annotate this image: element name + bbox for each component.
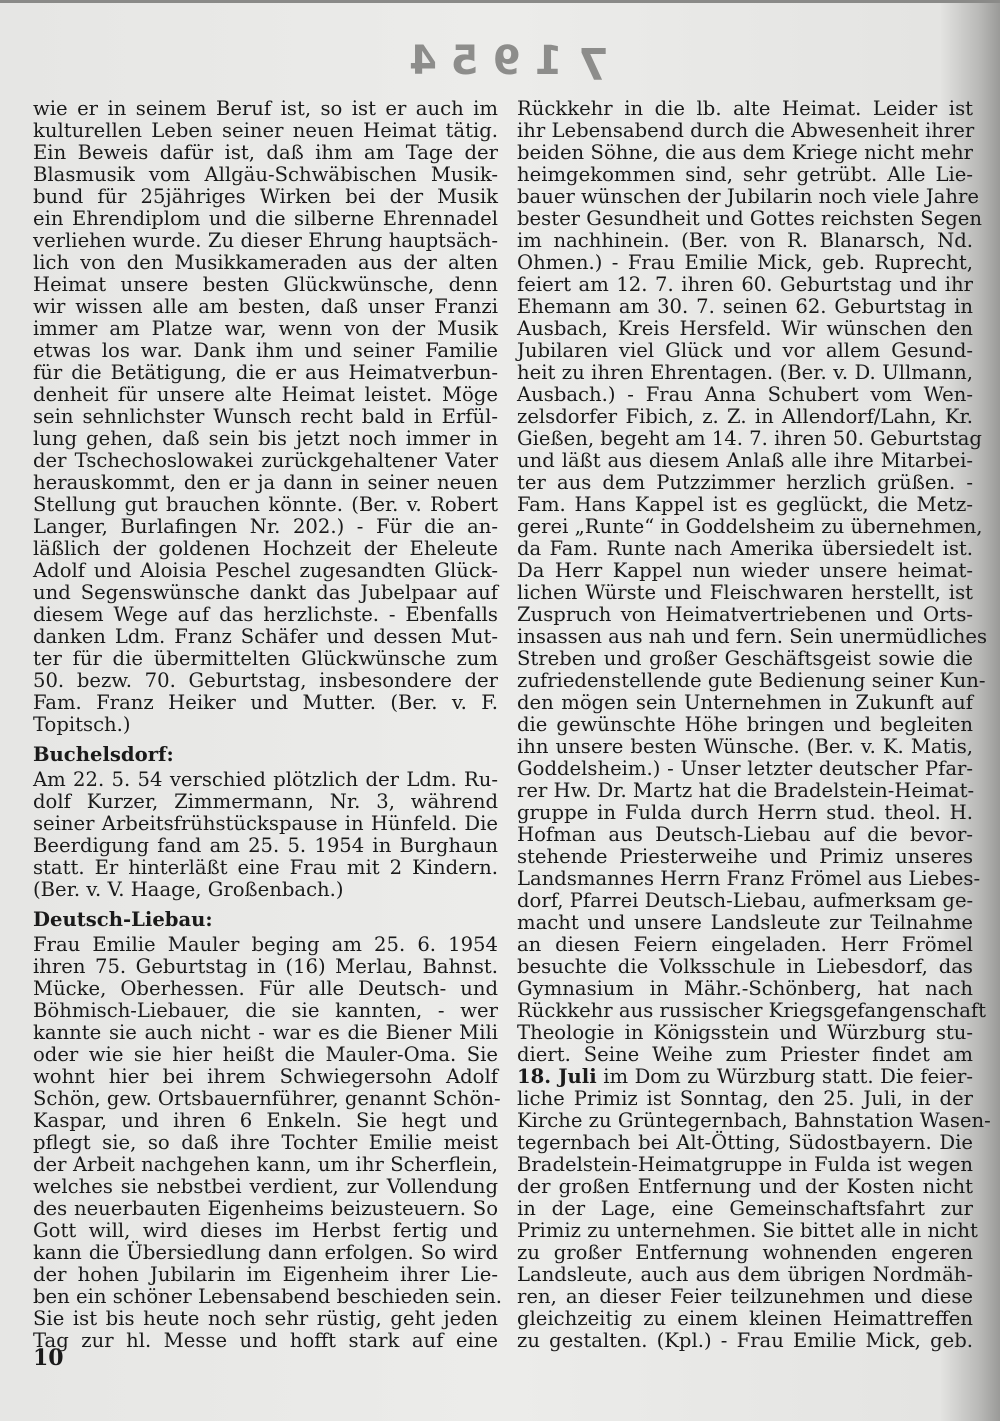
text-line: Am 22. 5. 54 verschied plötzlich der Ldm. Ru- bbox=[33, 768, 498, 791]
text-line: bund für 25jähriges Wirken bei der Musik bbox=[33, 185, 498, 208]
text-line: da Fam. Runte nach Amerika übersiedelt ist. bbox=[517, 537, 973, 560]
text-line: Topitsch.) bbox=[33, 713, 131, 736]
text-line: Sie ist bis heute noch sehr rüstig, geht jeden bbox=[33, 1307, 498, 1330]
text-line: Goddelsheim.) - Unser letzter deutscher Pfar- bbox=[517, 757, 973, 780]
text-line: herauskommt, den er ja dann in seiner neuen bbox=[33, 471, 498, 494]
text-line: lung gehen, daß sein bis jetzt noch immer in bbox=[33, 427, 498, 450]
text-line: liche Primiz ist Sonntag, den 25. Juli, in der bbox=[517, 1087, 973, 1110]
text-line: danken Ldm. Franz Schäfer und dessen Mut- bbox=[33, 625, 498, 648]
text-line: ren, an dieser Feier teilzunehmen und diese bbox=[517, 1285, 973, 1308]
text-line: Heimat unsere besten Glückwünsche, denn bbox=[33, 273, 498, 296]
text-line: zufriedenstellende gute Bedienung seiner Kun- bbox=[517, 669, 986, 692]
text-line: für die Betätigung, die er aus Heimatverbun- bbox=[33, 361, 498, 384]
text-line: Ein Beweis dafür ist, daß ihm am Tage der bbox=[33, 141, 498, 164]
text-line: Ehemann am 30. 7. seinen 62. Geburtstag in bbox=[517, 295, 973, 318]
text-line: und läßt aus diesem Anlaß alle ihre Mitarbei- bbox=[517, 449, 973, 472]
text-line: besuchte die Volksschule in Liebesdorf, das bbox=[517, 955, 973, 978]
scan-top-edge bbox=[0, 0, 1000, 3]
text-line: Da Herr Kappel nun wieder unsere heimat- bbox=[517, 559, 973, 582]
text-line: Rückkehr in die lb. alte Heimat. Leider ist bbox=[517, 97, 973, 120]
text-line: im nachhinein. (Ber. von R. Blanarsch, Nd. bbox=[517, 229, 973, 252]
text-line: Primiz zu unternehmen. Sie bittet alle in nicht bbox=[517, 1219, 978, 1242]
handwritten-year-stamp: 1954 bbox=[395, 38, 563, 84]
text-line: Ausbach, Kreis Hersfeld. Wir wünschen den bbox=[517, 317, 973, 340]
text-line: Mücke, Oberhessen. Für alle Deutsch- und bbox=[33, 977, 498, 1000]
text-line: Tag zur hl. Messe und hofft stark auf eine bbox=[33, 1329, 498, 1352]
text-line: feiert am 12. 7. ihren 60. Geburtstag und ihr bbox=[517, 273, 973, 296]
text-line: ihren 75. Geburtstag in (16) Merlau, Bahnst. bbox=[33, 955, 498, 978]
text-line: bester Gesundheit und Gottes reichsten Segen bbox=[517, 207, 982, 230]
text-line: gerei „Runte“ in Goddelsheim zu übernehmen, bbox=[517, 515, 983, 538]
text-line: Bradelstein-Heimatgruppe in Fulda ist wegen bbox=[517, 1153, 973, 1176]
text-line: lich von den Musikkameraden aus der alten bbox=[33, 251, 498, 274]
text-line: lichen Würste und Fleischwaren herstellt, ist bbox=[517, 581, 973, 604]
text-line: wohnt hier bei ihrem Schwiegersohn Adolf bbox=[33, 1065, 498, 1088]
text-line-with-bold-date bbox=[517, 1066, 973, 1088]
text-line: Blasmusik vom Allgäu-Schwäbischen Musik- bbox=[33, 163, 498, 186]
text-line: dolf Kurzer, Zimmermann, Nr. 3, während bbox=[33, 790, 498, 813]
text-line: etwas los war. Dank ihm und seiner Familie bbox=[33, 339, 498, 362]
text-line: in der Lage, eine Gemeinschaftsfahrt zur bbox=[517, 1197, 973, 1220]
text-line: Kaspar, und ihren 6 Enkeln. Sie hegt und bbox=[33, 1109, 498, 1132]
text-line: heit zu ihren Ehrentagen. (Ber. v. D. Ullmann, bbox=[517, 361, 973, 384]
text-line: Landsleute, auch aus dem übrigen Nordmäh- bbox=[517, 1263, 973, 1286]
text-line: ihn unsere besten Wünsche. (Ber. v. K. Matis, bbox=[517, 735, 973, 758]
text-line: der großen Entfernung und der Kosten nicht bbox=[517, 1175, 973, 1198]
text-line: der Arbeit nachgehen kann, um ihr Scherflein, bbox=[33, 1153, 498, 1176]
text-line: Kirche zu Grüntegernbach, Bahnstation Wasen- bbox=[517, 1109, 991, 1132]
text-line: ihr Lebensabend durch die Abwesenheit ihrer bbox=[517, 119, 975, 142]
handwritten-month-stamp: 7 bbox=[578, 40, 609, 91]
text-line: läßlich der goldenen Hochzeit der Eheleute bbox=[33, 537, 498, 560]
text-line: macht und unsere Landsleute zur Teilnahme bbox=[517, 911, 973, 934]
text-line: Zuspruch von Heimatvertriebenen und Orts- bbox=[517, 603, 973, 626]
text-line: Ausbach.) - Frau Anna Schubert vom Wen- bbox=[517, 383, 973, 406]
text-line: verliehen wurde. Zu dieser Ehrung hauptsäch- bbox=[33, 229, 498, 252]
paragraph-text bbox=[517, 1087, 991, 1352]
section-buchelsdorf bbox=[33, 744, 498, 901]
text-line: sein sehnlichster Wunsch recht bald in Erfül- bbox=[33, 405, 498, 428]
left-column bbox=[33, 97, 502, 1352]
text-line: pflegt sie, so daß ihre Tochter Emilie meist bbox=[33, 1131, 498, 1154]
text-line: bauer wünschen der Jubilarin noch viele Jahre bbox=[517, 185, 979, 208]
text-line: den mögen sein Unternehmen in Zukunft auf bbox=[517, 691, 973, 714]
text-line: beiden Söhne, die aus dem Kriege nicht mehr bbox=[517, 141, 973, 164]
text-line: rer Hw. Dr. Martz hat die Bradelstein-Heimat- bbox=[517, 779, 975, 802]
section-body bbox=[33, 769, 498, 901]
page-number: 10 bbox=[33, 1345, 64, 1371]
text-line: ter aus dem Putzzimmer herzlich grüßen. - bbox=[517, 471, 973, 494]
text-line: Fam. Franz Heiker und Mutter. (Ber. v. F. bbox=[33, 691, 498, 714]
section-heading: Deutsch-Liebau: bbox=[33, 908, 213, 931]
text-line: kann die Übersiedlung dann erfolgen. So wird bbox=[33, 1241, 498, 1264]
text-line: Gießen, begeht am 14. 7. ihren 50. Geburtstag bbox=[517, 427, 982, 450]
text-line: ben ein schöner Lebensabend beschieden sein. bbox=[33, 1285, 502, 1308]
text-line: kulturellen Leben seiner neuen Heimat tätig. bbox=[33, 119, 498, 142]
text-line: Adolf und Aloisia Peschel zugesandten Glück- bbox=[33, 559, 498, 582]
section-body bbox=[33, 933, 502, 1352]
text-line: an diesen Feiern eingeladen. Herr Frömel bbox=[517, 933, 973, 956]
text-line: ter für die übermittelten Glückwünsche zum bbox=[33, 647, 498, 670]
text-line: (Ber. v. V. Haage, Großenbach.) bbox=[33, 878, 344, 901]
text-line: tegernbach bei Alt-Ötting, Südostbayern. Die bbox=[517, 1131, 973, 1154]
text-line: denheit für unsere alte Heimat leistet. Möge bbox=[33, 383, 498, 406]
text-line: der Tschechoslowakei zurückgehaltener Vater bbox=[33, 449, 498, 472]
section-deutsch-liebau bbox=[33, 908, 502, 1352]
text-line: Rückkehr aus russischer Kriegsgefangenschaft bbox=[517, 999, 987, 1022]
text-line: diesem Wege auf das herzlichste. - Ebenfalls bbox=[33, 603, 498, 626]
text-line: und Segenswünsche dankt das Jubelpaar auf bbox=[33, 581, 498, 604]
text-line: wir wissen alle am besten, daß unser Franzi bbox=[33, 295, 498, 318]
text-line: Stellung gut brauchen könnte. (Ber. v. Robert bbox=[33, 493, 498, 516]
text-line: Beerdigung fand am 25. 5. 1954 in Burghaun bbox=[33, 834, 498, 857]
text-line: gruppe in Fulda durch Herrn stud. theol. H. bbox=[517, 801, 973, 824]
text-line: wie er in seinem Beruf ist, so ist er auch im bbox=[33, 97, 498, 120]
text-line: des neuerbauten Eigenheims beizusteuern. So bbox=[33, 1197, 498, 1220]
intro-paragraph bbox=[33, 98, 498, 736]
text-line: Ohmen.) - Frau Emilie Mick, geb. Ruprecht, bbox=[517, 251, 973, 274]
text-line: Gott will, wird dieses im Herbst fertig und bbox=[33, 1219, 498, 1242]
text-line: Frau Emilie Mauler beging am 25. 6. 1954 bbox=[33, 933, 498, 956]
text-line: heimgekommen sind, sehr getrübt. Alle Lie- bbox=[517, 163, 973, 186]
text-line: zu großer Entfernung wohnenden engeren bbox=[517, 1241, 973, 1264]
text-line: Fam. Hans Kappel ist es geglückt, die Metz- bbox=[517, 493, 973, 516]
text-line: dorf, Pfarrei Deutsch-Liebau, aufmerksam ge- bbox=[517, 889, 974, 912]
text-line: diert. Seine Weihe zum Priester findet am bbox=[517, 1043, 973, 1066]
text-line: welches sie nebstbei verdient, zur Vollendung bbox=[33, 1175, 498, 1198]
text-line: ein Ehrendiplom und die silberne Ehrennadel bbox=[33, 207, 498, 230]
paragraph-text bbox=[517, 97, 988, 1066]
text-line: Jubilaren viel Glück und vor allem Gesund- bbox=[517, 339, 973, 362]
text-line: stehende Priesterweihe und Primiz unseres bbox=[517, 845, 973, 868]
text-line: seiner Arbeitsfrühstückspause in Hünfeld. Die bbox=[33, 812, 498, 835]
text-line: Hofman aus Deutsch-Liebau auf die bevor- bbox=[517, 823, 973, 846]
text-line: der hohen Jubilarin im Eigenheim ihrer Lie- bbox=[33, 1263, 498, 1286]
text-line: zelsdorfer Fibich, z. Z. in Allendorf/Lahn, Kr. bbox=[517, 405, 973, 428]
text-line: gleichzeitig zu einem kleinen Heimattreffen bbox=[517, 1307, 973, 1330]
bold-date: 18. Juli bbox=[517, 1065, 597, 1088]
text-line: Theologie in Königsstein und Würzburg stu- bbox=[517, 1021, 973, 1044]
text-line: insassen aus nah und fern. Sein unermüdliches bbox=[517, 625, 988, 648]
text-line: kannte sie auch nicht - war es die Biener Mili bbox=[33, 1021, 498, 1044]
text-line: Gymnasium in Mähr.-Schönberg, hat nach bbox=[517, 977, 973, 1000]
section-heading: Buchelsdorf: bbox=[33, 743, 174, 766]
text-line: Böhmisch-Liebauer, die sie kannten, - wer bbox=[33, 999, 498, 1022]
text-line: immer am Platze war, wenn von der Musik bbox=[33, 317, 498, 340]
text-line: statt. Er hinterläßt eine Frau mit 2 Kindern. bbox=[33, 856, 498, 879]
text-line: die gewünschte Höhe bringen und begleiten bbox=[517, 713, 973, 736]
text-line: Langer, Burlafingen Nr. 202.) - Für die an- bbox=[33, 515, 498, 538]
text-line: 50. bezw. 70. Geburtstag, insbesondere der bbox=[33, 669, 498, 692]
text-line: oder wie sie hier heißt die Mauler-Oma. Sie bbox=[33, 1043, 498, 1066]
right-column bbox=[517, 97, 991, 1352]
text-line: Landsmannes Herrn Franz Frömel aus Liebes- bbox=[517, 867, 981, 890]
text-line: zu gestalten. (Kpl.) - Frau Emilie Mick, geb. bbox=[517, 1329, 973, 1352]
text-line: Streben und großer Geschäftsgeist sowie die bbox=[517, 647, 973, 670]
line-rest: im Dom zu Würzburg statt. Die feier- bbox=[596, 1065, 973, 1088]
text-line: Schön, gew. Ortsbauernführer, genannt Schön- bbox=[33, 1087, 501, 1110]
